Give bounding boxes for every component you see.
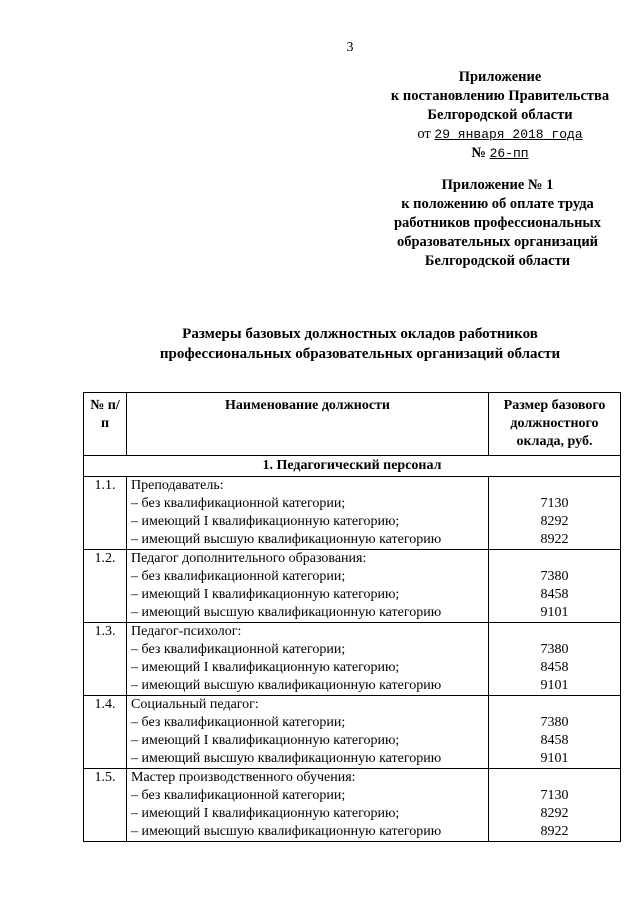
document-title-line1: Размеры базовых должностных окладов работников xyxy=(182,326,538,342)
category-label: – без квалификационной категории; xyxy=(131,496,346,511)
salary-spacer xyxy=(493,623,616,641)
row-number: 1.4. xyxy=(84,696,127,769)
salary-value: 7380 xyxy=(540,715,569,730)
salary-value: 7380 xyxy=(540,642,569,657)
appendix-resolution: к постановлению Правительства xyxy=(390,88,610,104)
row-position-cell xyxy=(127,477,489,550)
salary-table xyxy=(83,392,621,842)
header-salary: Размер базового должностного оклада, руб. xyxy=(489,393,621,456)
position-name: Мастер производственного обучения: xyxy=(131,770,356,785)
row-position-cell xyxy=(127,623,489,696)
appendix1-title: Приложение № 1 xyxy=(441,177,554,193)
category-label: – имеющий высшую квалификационную категорию xyxy=(131,532,442,547)
category-label: – имеющий высшую квалификационную категорию xyxy=(131,605,442,620)
table-row xyxy=(84,696,621,769)
row-salary-cell xyxy=(489,477,621,550)
resolution-date: 29 января 2018 года xyxy=(434,127,583,142)
row-salary-cell xyxy=(489,550,621,623)
category-label: – имеющий высшую квалификационную категорию xyxy=(131,751,442,766)
appendix-region: Белгородской области xyxy=(427,107,573,123)
salary-value: 8458 xyxy=(540,733,569,748)
salary-value: 7130 xyxy=(540,788,569,803)
salary-value: 9101 xyxy=(540,605,569,620)
salary-value: 9101 xyxy=(540,678,569,693)
category-label: – без квалификационной категории; xyxy=(131,788,346,803)
row-number: 1.2. xyxy=(84,550,127,623)
row-salary-cell xyxy=(489,769,621,842)
appendix1-header xyxy=(320,176,640,271)
date-prefix: от xyxy=(417,126,431,142)
table-row xyxy=(84,623,621,696)
category-label: – без квалификационной категории; xyxy=(131,642,346,657)
category-label: – имеющий высшую квалификационную категорию xyxy=(131,824,442,839)
appendix1-line1: к положению об оплате труда xyxy=(401,196,594,212)
salary-spacer xyxy=(493,477,616,495)
row-salary-cell xyxy=(489,696,621,769)
appendix-date-row xyxy=(320,125,640,144)
row-number: 1.1. xyxy=(84,477,127,550)
salary-value: 8458 xyxy=(540,660,569,675)
category-label: – имеющий высшую квалификационную категорию xyxy=(131,678,442,693)
row-position-cell xyxy=(127,696,489,769)
position-name: Преподаватель: xyxy=(131,478,224,493)
appendix1-line2: работников профессиональных xyxy=(393,215,602,231)
page-number: 3 xyxy=(346,40,354,55)
salary-value: 8922 xyxy=(540,532,569,547)
position-name: Социальный педагог: xyxy=(131,697,259,712)
salary-value: 7130 xyxy=(540,496,569,511)
table-row xyxy=(84,477,621,550)
salary-value: 8292 xyxy=(540,514,569,529)
appendix1-line3: образовательных организаций xyxy=(396,234,599,250)
number-prefix: № xyxy=(471,145,486,161)
row-number: 1.5. xyxy=(84,769,127,842)
category-label: – имеющий I квалификационную категорию; xyxy=(131,587,400,602)
category-label: – имеющий I квалификационную категорию; xyxy=(131,806,400,821)
header-position: Наименование должности xyxy=(127,393,489,456)
salary-spacer xyxy=(493,696,616,714)
resolution-number: 26-пп xyxy=(489,146,529,161)
position-name: Педагог-психолог: xyxy=(131,624,242,639)
row-position-cell xyxy=(127,550,489,623)
document-title-line2: профессиональных образовательных организаций области xyxy=(159,346,561,362)
category-label: – имеющий I квалификационную категорию; xyxy=(131,733,400,748)
salary-spacer xyxy=(493,550,616,568)
row-number: 1.3. xyxy=(84,623,127,696)
row-position-cell xyxy=(127,769,489,842)
category-label: – имеющий I квалификационную категорию; xyxy=(131,514,400,529)
category-label: – имеющий I квалификационную категорию; xyxy=(131,660,400,675)
salary-value: 9101 xyxy=(540,751,569,766)
section-row xyxy=(84,456,621,477)
row-salary-cell xyxy=(489,623,621,696)
appendix1-line4: Белгородской области xyxy=(424,253,571,269)
table-header-row xyxy=(84,393,621,456)
position-name: Педагог дополнительного образования: xyxy=(131,551,367,566)
salary-spacer xyxy=(493,769,616,787)
salary-value: 8458 xyxy=(540,587,569,602)
category-label: – без квалификационной категории; xyxy=(131,569,346,584)
appendix-number-row xyxy=(320,144,640,163)
section-title: 1. Педагогический персонал xyxy=(84,456,621,477)
category-label: – без квалификационной категории; xyxy=(131,715,346,730)
appendix-header xyxy=(320,68,640,163)
header-num: № п/п xyxy=(84,393,127,456)
salary-value: 8922 xyxy=(540,824,569,839)
appendix-title: Приложение xyxy=(458,69,542,85)
table-row xyxy=(84,769,621,842)
salary-value: 8292 xyxy=(540,806,569,821)
document-title xyxy=(100,324,620,364)
table-row xyxy=(84,550,621,623)
salary-value: 7380 xyxy=(540,569,569,584)
